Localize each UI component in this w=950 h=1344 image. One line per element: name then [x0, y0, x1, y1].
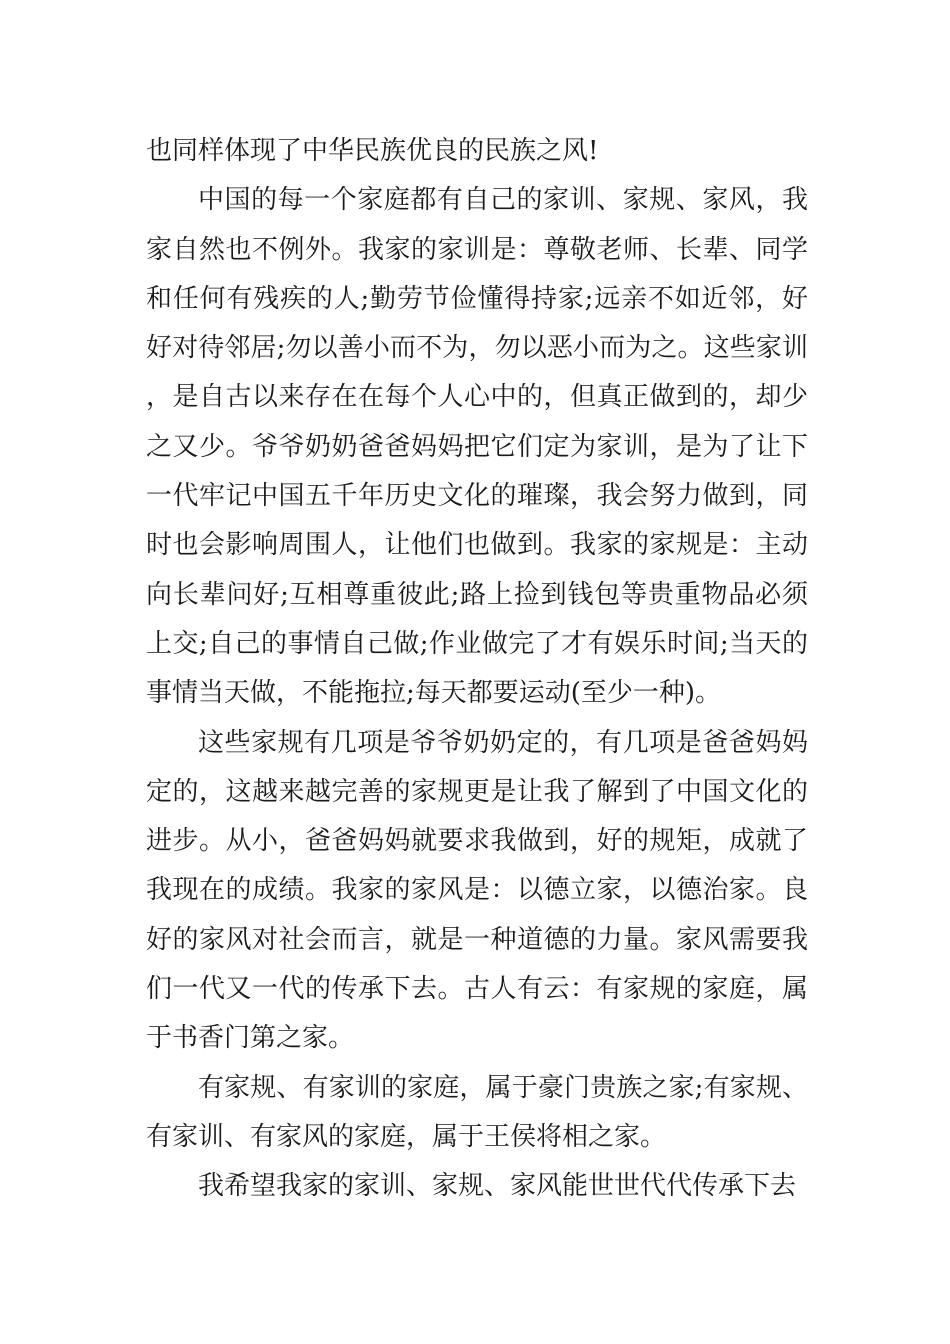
paragraph-5: 我希望我家的家训、家规、家风能世世代代传承下去: [198, 1171, 797, 1202]
paragraph-2: 中国的每一个家庭都有自己的家训、家规、家风，我家自然也不例外。我家的家训是：尊敬老师、长辈、同学和任何有残疾的人;勤劳节俭懂得持家;远亲不如近邻，好好对待邻居;勿以善小而不为，勿以恶小而为之。这些家训，是自古以来存在在每个人心中的，但真正做到的，却少之又少。爷爷奶奶爸爸妈妈把它们定为家训，是为了让下一代牢记中国五千年历史文化的璀璨，我会努力做到，同时也会影响周围人，让他们也做到。我家的家规是：主动向长辈问好;互相尊重彼此;路上捡到钱包等贵重物品必须上交;自己的事情自己做;作业做完了才有娱乐时间;当天的事情当天做，不能拖拉;每天都要运动(至少一种)。: [146, 185, 808, 709]
document-body: [146, 127, 808, 1212]
paragraph-4: 有家规、有家训的家庭，属于豪门贵族之家;有家规、有家训、有家风的家庭，属于王侯将相之家。: [146, 1072, 808, 1152]
paragraph-3: 这些家规有几项是爷爷奶奶定的，有几项是爸爸妈妈定的，这越来越完善的家规更是让我了解到了中国文化的进步。从小，爸爸妈妈就要求我做到，好的规矩，成就了我现在的成绩。我家的家风是：以德立家，以德治家。良好的家风对社会而言，就是一种道德的力量。家风需要我们一代又一代的传承下去。古人有云：有家规的家庭，属于书香门第之家。: [146, 727, 808, 1054]
paragraph-1: 也同样体现了中华民族优良的民族之风!: [146, 136, 599, 166]
